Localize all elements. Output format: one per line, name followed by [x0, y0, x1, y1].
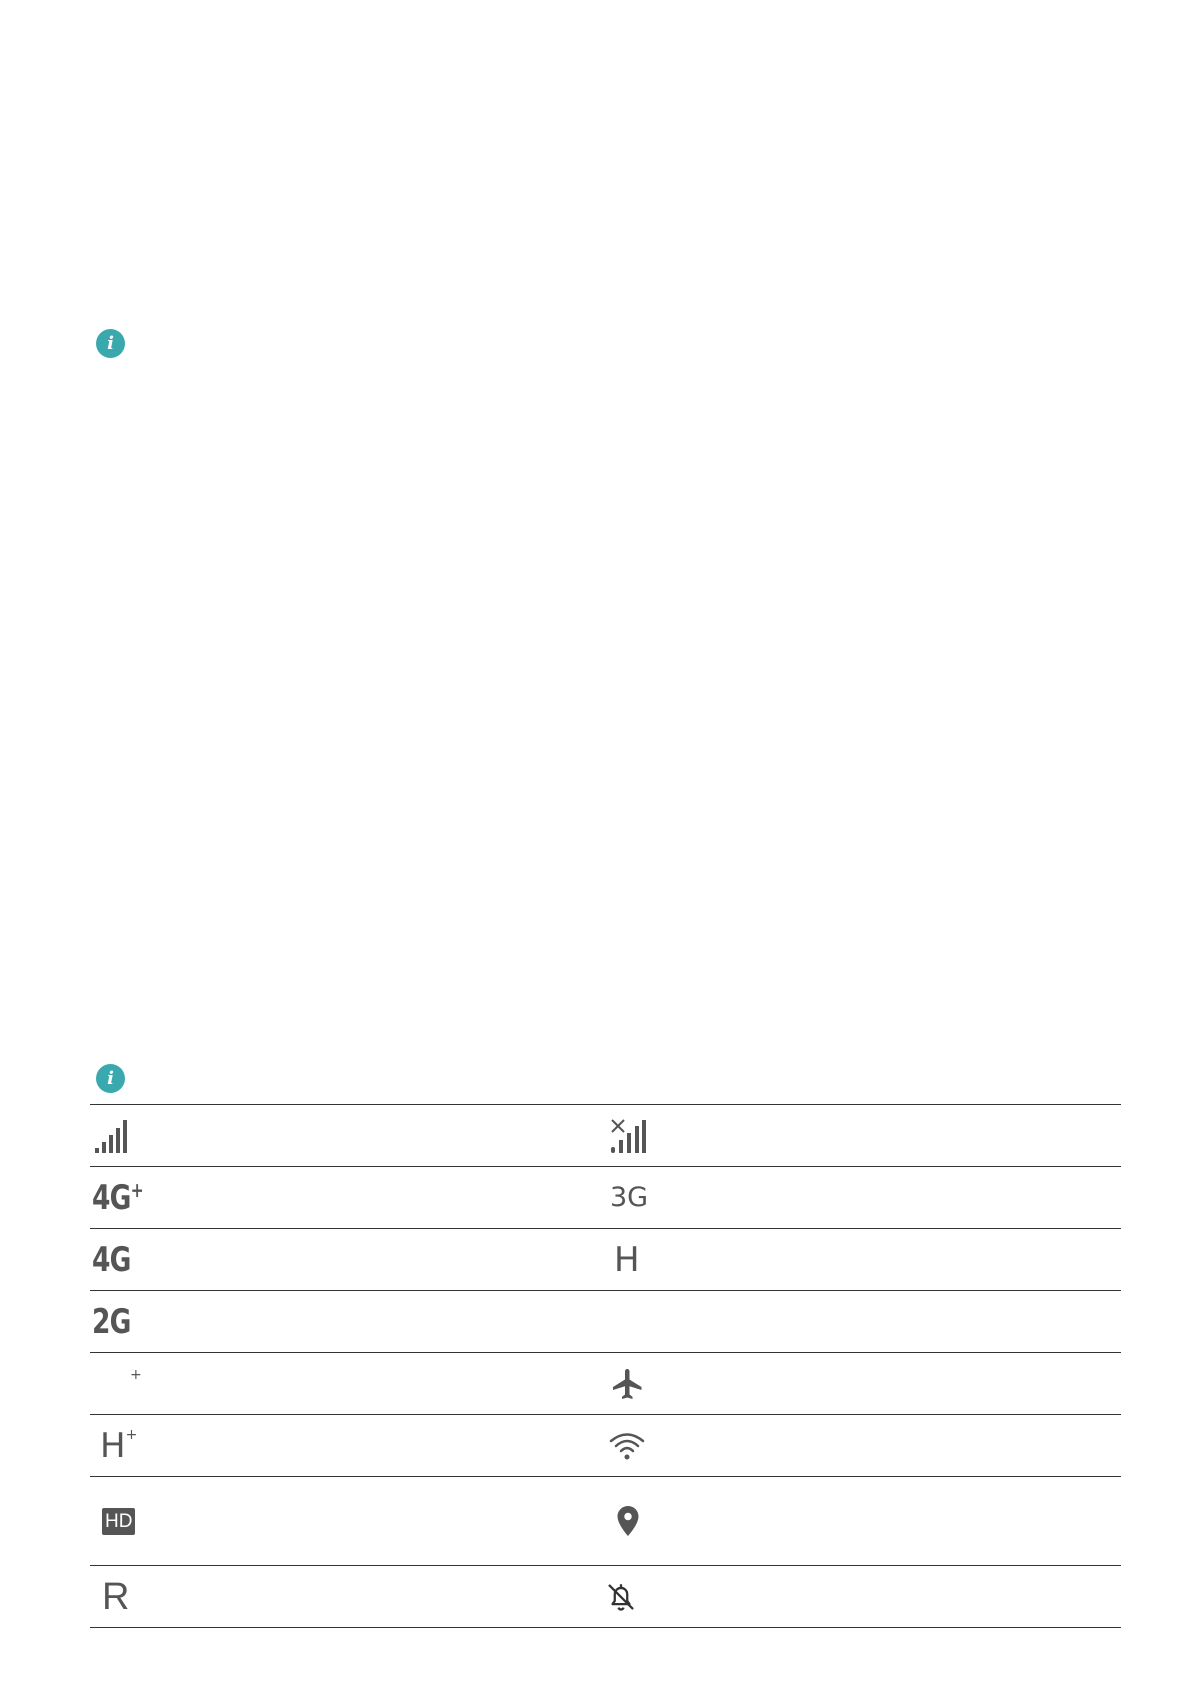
table-row	[90, 1477, 1121, 1566]
info-note-icon: i	[96, 1064, 125, 1093]
hspa-plus-cell	[92, 1415, 137, 1476]
2g-cell	[92, 1291, 142, 1352]
signal-strength-cell	[92, 1105, 132, 1166]
table-row	[90, 1229, 1121, 1291]
hspa-icon: H	[614, 1239, 640, 1280]
plus-cell	[92, 1353, 142, 1414]
4g-cell	[92, 1229, 142, 1290]
no-signal-cell	[608, 1105, 648, 1166]
airplane-icon	[610, 1366, 646, 1402]
4g-plus-icon: 4G+	[92, 1178, 143, 1218]
silent-mode-cell	[608, 1566, 638, 1627]
table-row	[90, 1566, 1121, 1628]
signal-strength-icon	[92, 1118, 132, 1154]
table-row	[90, 1353, 1121, 1415]
roaming-cell	[92, 1566, 129, 1627]
4g-plus-cell	[92, 1167, 157, 1228]
table-row	[90, 1167, 1121, 1229]
hd-icon: HD	[102, 1508, 135, 1535]
table-row	[90, 1105, 1121, 1167]
bell-off-icon	[604, 1579, 638, 1615]
wifi-icon	[608, 1431, 646, 1461]
hspa-plus-icon: H+	[100, 1426, 138, 1466]
4g-icon: 4G	[92, 1239, 131, 1280]
plus-icon: +	[130, 1366, 142, 1383]
airplane-mode-cell	[608, 1353, 646, 1414]
table-row	[90, 1291, 1121, 1353]
location-cell	[608, 1477, 646, 1565]
3g-cell	[608, 1167, 648, 1228]
hspa-cell	[608, 1229, 640, 1290]
status-icon-table	[90, 1104, 1121, 1628]
no-signal-icon	[608, 1118, 648, 1154]
info-note-icon: i	[96, 329, 125, 358]
hd-cell	[92, 1477, 135, 1565]
2g-icon: 2G	[92, 1301, 131, 1342]
table-row	[90, 1415, 1121, 1477]
wifi-cell	[608, 1415, 646, 1476]
location-pin-icon	[610, 1503, 646, 1539]
roaming-icon: R	[102, 1575, 130, 1618]
3g-icon: 3G	[610, 1182, 649, 1213]
